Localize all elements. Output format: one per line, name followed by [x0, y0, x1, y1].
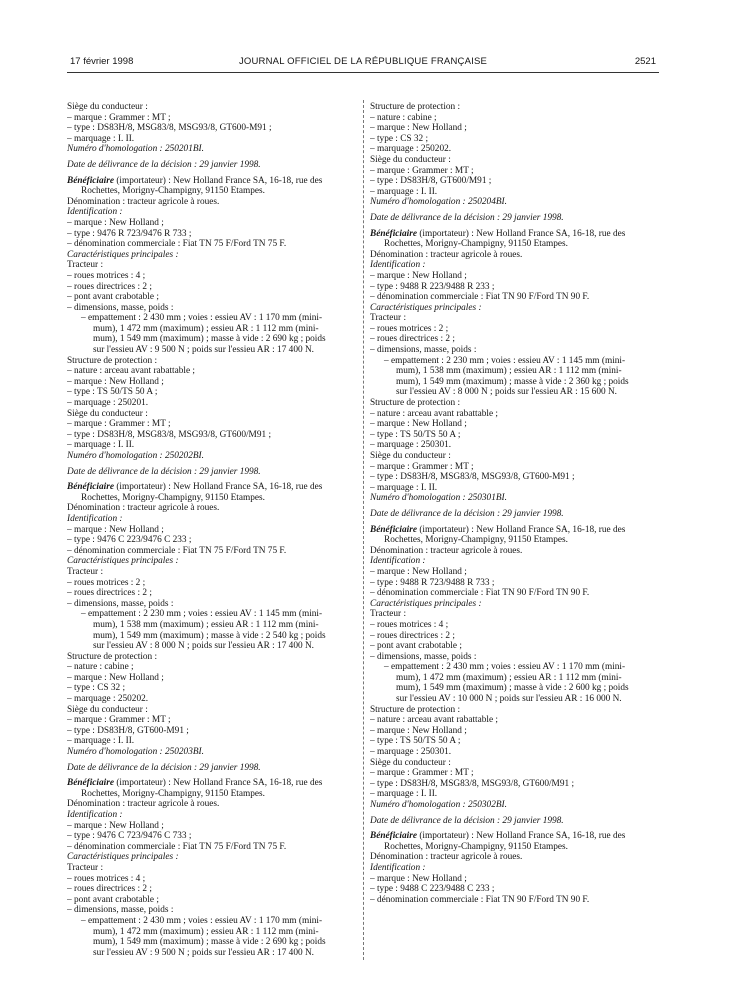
text-line: Tracteur :	[67, 260, 104, 271]
beneficiary-label: Bénéficiaire	[370, 524, 417, 535]
text-line: – pont avant crabotable ;	[370, 641, 462, 652]
text-line: – pont avant crabotable ;	[67, 292, 159, 303]
text-line: Rochettes, Morigny-Champigny, 91150 Etampes.	[384, 535, 568, 546]
text-line: – type : TS 50/TS 50 A ;	[67, 387, 158, 398]
text-line: sur l'essieu AV : 10 000 N ; poids sur l'essieu AR : 16 000 N.	[396, 694, 622, 705]
text-line	[67, 176, 359, 187]
text-line: – marque : New Holland ;	[370, 566, 467, 577]
text-line: – roues directrices : 2 ;	[67, 281, 152, 292]
text-line: Identification :	[67, 207, 123, 218]
text-line: – roues motrices : 4 ;	[67, 270, 146, 281]
right-column	[370, 102, 662, 905]
text-line: mum), 1 538 mm (maximum) ; essieu AR : 1 112 mm (mini-	[93, 619, 319, 630]
text-line: Identification :	[370, 556, 426, 567]
text-line: – marquage : 250201.	[67, 398, 149, 409]
text-line: mum), 1 549 mm (maximum) ; masse à vide : 2 600 kg ; poids	[396, 683, 629, 694]
text-line: Siège du conducteur :	[370, 451, 451, 461]
text-line: Rochettes, Morigny-Champigny, 91150 Etampes.	[384, 841, 568, 852]
text-line: Caractéristiques principales :	[370, 598, 482, 609]
text-line: sur l'essieu AV : 8 000 N ; poids sur l'essieu AR : 17 400 N.	[93, 641, 314, 652]
text-line: sur l'essieu AV : 8 000 N ; poids sur l'essieu AR : 15 600 N.	[396, 387, 617, 398]
text-line: mum), 1 549 mm (maximum) ; masse à vide : 2 690 kg ; poids	[93, 334, 326, 345]
text-line: – marquage : I. II.	[370, 789, 438, 800]
text-line: Caractéristiques principales :	[67, 249, 179, 260]
text-line: – marque : New Holland ;	[67, 672, 164, 683]
beneficiary-label: Bénéficiaire	[67, 482, 114, 493]
text-line: Date de délivrance de la décision : 29 janvier 1998.	[370, 508, 564, 519]
column-divider	[363, 100, 364, 960]
journal-title: JOURNAL OFFICIEL DE LA RÉPUBLIQUE FRANÇAISE	[238, 56, 488, 67]
text-line: – type : 9488 R 223/9488 R 233 ;	[370, 281, 495, 292]
text-line: Siège du conducteur :	[370, 154, 451, 165]
text-line: – marque : New Holland ;	[370, 873, 467, 884]
text-line: Siège du conducteur :	[370, 757, 451, 768]
text-line: Identification :	[370, 260, 426, 271]
text-line: – type : TS 50/TS 50 A ;	[370, 736, 461, 747]
text-line	[370, 525, 662, 536]
text-line: mum), 1 538 mm (maximum) ; essieu AR : 1 112 mm (mini-	[396, 366, 622, 377]
text-line: – marque : Grammer : MT ;	[370, 768, 474, 779]
beneficiary-label: Bénéficiaire	[370, 228, 417, 239]
text-line: – roues motrices : 2 ;	[67, 577, 146, 588]
text-line	[370, 229, 662, 240]
text-line: – dimensions, masse, poids :	[67, 905, 174, 916]
text-line: mum), 1 472 mm (maximum) ; essieu AR : 1 112 mm (mini-	[396, 672, 622, 683]
text-line: Tracteur :	[67, 566, 104, 577]
text-line: – marque : New Holland ;	[67, 820, 164, 831]
text-line: Date de délivrance de la décision : 29 janvier 1998.	[67, 762, 261, 773]
page-number: 2521	[634, 56, 656, 67]
text-line: – marquage : 250301.	[370, 440, 452, 451]
text-line	[67, 778, 359, 789]
text-line: Structure de protection :	[370, 102, 461, 112]
text-line: – marque : New Holland ;	[370, 419, 467, 430]
text-line: mum), 1 472 mm (maximum) ; essieu AR : 1 112 mm (mini-	[93, 926, 319, 937]
text-line: Numéro d'homologation : 250202BI.	[67, 451, 204, 461]
text-line: Siège du conducteur :	[67, 102, 148, 112]
beneficiary-text: (importateur) : New Holland France SA, 16-18, rue des	[417, 228, 626, 239]
text-line: – type : 9488 C 223/9488 C 233 ;	[370, 884, 495, 895]
text-line: Identification :	[370, 862, 426, 873]
beneficiary-text: (importateur) : New Holland France SA, 16-18, rue des	[417, 524, 626, 535]
text-line: – dimensions, masse, poids :	[67, 302, 174, 313]
text-line: – marque : New Holland ;	[67, 217, 164, 228]
text-line: Numéro d'homologation : 250203BI.	[67, 747, 204, 758]
text-line: – empattement : 2 430 mm ; voies : essieu AV : 1 170 mm (mini-	[81, 915, 323, 926]
text-line: – roues directrices : 2 ;	[370, 630, 455, 641]
text-line: – dénomination commerciale : Fiat TN 90 F/Ford TN 90 F.	[370, 292, 590, 303]
text-line: Dénomination : tracteur agricole à roues.	[67, 503, 220, 514]
text-line: – dénomination commerciale : Fiat TN 75 F/Ford TN 75 F.	[67, 545, 287, 556]
text-line: – marquage : 250202.	[67, 694, 149, 705]
text-line: – type : CS 32 ;	[67, 683, 126, 694]
text-line: Rochettes, Morigny-Champigny, 91150 Etampes.	[81, 492, 265, 503]
text-line: – nature : cabine ;	[67, 662, 134, 673]
text-line: Date de délivrance de la décision : 29 janvier 1998.	[370, 815, 564, 826]
beneficiary-text: (importateur) : New Holland France SA, 16-18, rue des	[114, 175, 323, 186]
text-line: – nature : arceau avant rabattable ;	[67, 366, 196, 377]
text-line: – marquage : 250301.	[370, 747, 452, 758]
text-line: – type : 9476 C 223/9476 C 233 ;	[67, 535, 192, 546]
text-line: – type : 9476 C 723/9476 C 733 ;	[67, 831, 192, 842]
text-line: – marque : Grammer : MT ;	[67, 419, 171, 430]
text-line: – type : DS83H/8, MSG83/8, MSG93/8, GT600-M91 ;	[370, 472, 575, 483]
text-line: – empattement : 2 230 mm ; voies : essieu AV : 1 145 mm (mini-	[81, 609, 323, 620]
text-line: Rochettes, Morigny-Champigny, 91150 Etampes.	[81, 788, 265, 799]
text-line: Identification :	[67, 810, 123, 820]
text-line: Numéro d'homologation : 250204BI.	[370, 197, 507, 208]
text-line: – marque : New Holland ;	[67, 376, 164, 387]
beneficiary-label: Bénéficiaire	[370, 831, 417, 842]
text-line: – marquage : I. II.	[370, 186, 438, 197]
text-line: mum), 1 472 mm (maximum) ; essieu AR : 1 112 mm (mini-	[93, 323, 319, 334]
text-line: – marque : Grammer : MT ;	[67, 112, 171, 123]
text-line: Siège du conducteur :	[67, 408, 148, 419]
text-line: Structure de protection :	[67, 355, 158, 366]
text-line: – marque : New Holland ;	[370, 123, 467, 134]
text-line: Tracteur :	[370, 313, 407, 324]
beneficiary-label: Bénéficiaire	[67, 778, 114, 789]
text-line: – dimensions, masse, poids :	[67, 598, 174, 609]
header-date: 17 février 1998	[70, 56, 134, 67]
text-line: – marque : Grammer : MT ;	[370, 461, 474, 472]
text-line: – type : CS 32 ;	[370, 133, 429, 144]
text-line: mum), 1 549 mm (maximum) ; masse à vide : 2 690 kg ; poids	[93, 937, 326, 948]
text-line: Date de délivrance de la décision : 29 janvier 1998.	[370, 212, 564, 223]
text-line: Tracteur :	[67, 862, 104, 873]
text-line: – type : 9488 R 723/9488 R 733 ;	[370, 577, 495, 588]
text-line: – pont avant crabotable ;	[67, 894, 159, 905]
text-line: Numéro d'homologation : 250302BI.	[370, 800, 507, 810]
text-line: Caractéristiques principales :	[67, 852, 179, 863]
text-line: Structure de protection :	[67, 651, 158, 662]
text-line: – type : DS83H/8, MSG83/8, MSG93/8, GT600-M91 ;	[67, 123, 272, 134]
beneficiary-text: (importateur) : New Holland France SA, 16-18, rue des	[114, 778, 323, 789]
text-line: mum), 1 549 mm (maximum) ; masse à vide : 2 540 kg ; poids	[93, 630, 326, 641]
text-line: Identification :	[67, 513, 123, 524]
text-line: – nature : arceau avant rabattable ;	[370, 715, 499, 726]
text-line: – type : DS83H/8, GT600/M91 ;	[370, 176, 492, 187]
beneficiary-text: (importateur) : New Holland France SA, 16-18, rue des	[114, 482, 323, 493]
text-line: – marque : Grammer : MT ;	[67, 715, 171, 726]
text-line: – dimensions, masse, poids :	[370, 345, 477, 356]
header-rule	[67, 72, 659, 73]
text-line: Dénomination : tracteur agricole à roues.	[67, 799, 220, 810]
text-line: – type : 9476 R 723/9476 R 733 ;	[67, 228, 192, 239]
beneficiary-text: (importateur) : New Holland France SA, 16-18, rue des	[417, 831, 626, 842]
text-line: Numéro d'homologation : 250201BI.	[67, 144, 204, 155]
text-line: – roues directrices : 2 ;	[67, 884, 152, 895]
text-line: – type : DS83H/8, MSG83/8, MSG93/8, GT600/M91 ;	[370, 778, 575, 789]
text-line: – type : DS83H/8, MSG83/8, MSG93/8, GT600/M91 ;	[67, 429, 272, 440]
text-line: – marque : New Holland ;	[370, 270, 467, 281]
text-line: – dénomination commerciale : Fiat TN 75 F/Ford TN 75 F.	[67, 841, 287, 852]
text-line: – nature : arceau avant rabattable ;	[370, 408, 499, 419]
text-line: Date de délivrance de la décision : 29 janvier 1998.	[67, 466, 261, 477]
text-line: – type : TS 50/TS 50 A ;	[370, 429, 461, 440]
text-line: – dénomination commerciale : Fiat TN 90 F/Ford TN 90 F.	[370, 588, 590, 599]
text-line	[67, 482, 359, 493]
text-line: Structure de protection :	[370, 398, 461, 409]
text-line: – nature : cabine ;	[370, 112, 437, 123]
page-header	[70, 56, 656, 68]
text-line: – empattement : 2 430 mm ; voies : essieu AV : 1 170 mm (mini-	[384, 662, 626, 673]
text-line: Date de délivrance de la décision : 29 janvier 1998.	[67, 159, 261, 170]
text-line: – roues directrices : 2 ;	[370, 334, 455, 345]
text-line: – type : DS83H/8, GT600-M91 ;	[67, 725, 189, 736]
text-line: Structure de protection :	[370, 704, 461, 715]
text-line: – marquage : I. II.	[370, 482, 438, 493]
text-line: Rochettes, Morigny-Champigny, 91150 Etampes.	[384, 239, 568, 250]
text-line: Numéro d'homologation : 250301BI.	[370, 493, 507, 504]
text-line: – marque : New Holland ;	[370, 725, 467, 736]
text-line: – roues motrices : 4 ;	[370, 619, 449, 630]
text-line: – dimensions, masse, poids :	[370, 651, 477, 662]
text-line: Dénomination : tracteur agricole à roues.	[370, 852, 523, 863]
text-line: Tracteur :	[370, 609, 407, 620]
text-line: Dénomination : tracteur agricole à roues.	[370, 545, 523, 556]
text-line: – roues directrices : 2 ;	[67, 588, 152, 599]
text-line: – marquage : I. II.	[67, 133, 135, 144]
text-line: mum), 1 549 mm (maximum) ; masse à vide : 2 360 kg ; poids	[396, 376, 629, 387]
left-column	[67, 102, 359, 958]
text-line: Dénomination : tracteur agricole à roues.	[370, 249, 523, 260]
text-line: Dénomination : tracteur agricole à roues.	[67, 196, 220, 207]
text-line: sur l'essieu AV : 9 500 N ; poids sur l'essieu AR : 17 400 N.	[93, 947, 314, 958]
text-line: – marque : Grammer : MT ;	[370, 165, 474, 176]
text-line: – empattement : 2 230 mm ; voies : essieu AV : 1 145 mm (mini-	[384, 355, 626, 366]
text-line: Caractéristiques principales :	[67, 556, 179, 567]
text-line: – empattement : 2 430 mm ; voies : essieu AV : 1 170 mm (mini-	[81, 313, 323, 324]
text-line: – dénomination commerciale : Fiat TN 75 F/Ford TN 75 F.	[67, 239, 287, 250]
text-line: – roues motrices : 2 ;	[370, 323, 449, 334]
text-line: – marque : New Holland ;	[67, 524, 164, 535]
text-line: – marquage : I. II.	[67, 440, 135, 451]
beneficiary-label: Bénéficiaire	[67, 175, 114, 186]
text-line: Rochettes, Morigny-Champigny, 91150 Etampes.	[81, 186, 265, 197]
text-line: Caractéristiques principales :	[370, 302, 482, 313]
text-line: – dénomination commerciale : Fiat TN 90 F/Ford TN 90 F.	[370, 894, 590, 905]
text-line	[370, 831, 662, 842]
text-line: – roues motrices : 4 ;	[67, 873, 146, 884]
text-line: Siège du conducteur :	[67, 704, 148, 715]
text-line: – marquage : I. II.	[67, 736, 135, 747]
text-line: – marquage : 250202.	[370, 144, 452, 155]
text-line: sur l'essieu AV : 9 500 N ; poids sur l'essieu AR : 17 400 N.	[93, 345, 314, 356]
